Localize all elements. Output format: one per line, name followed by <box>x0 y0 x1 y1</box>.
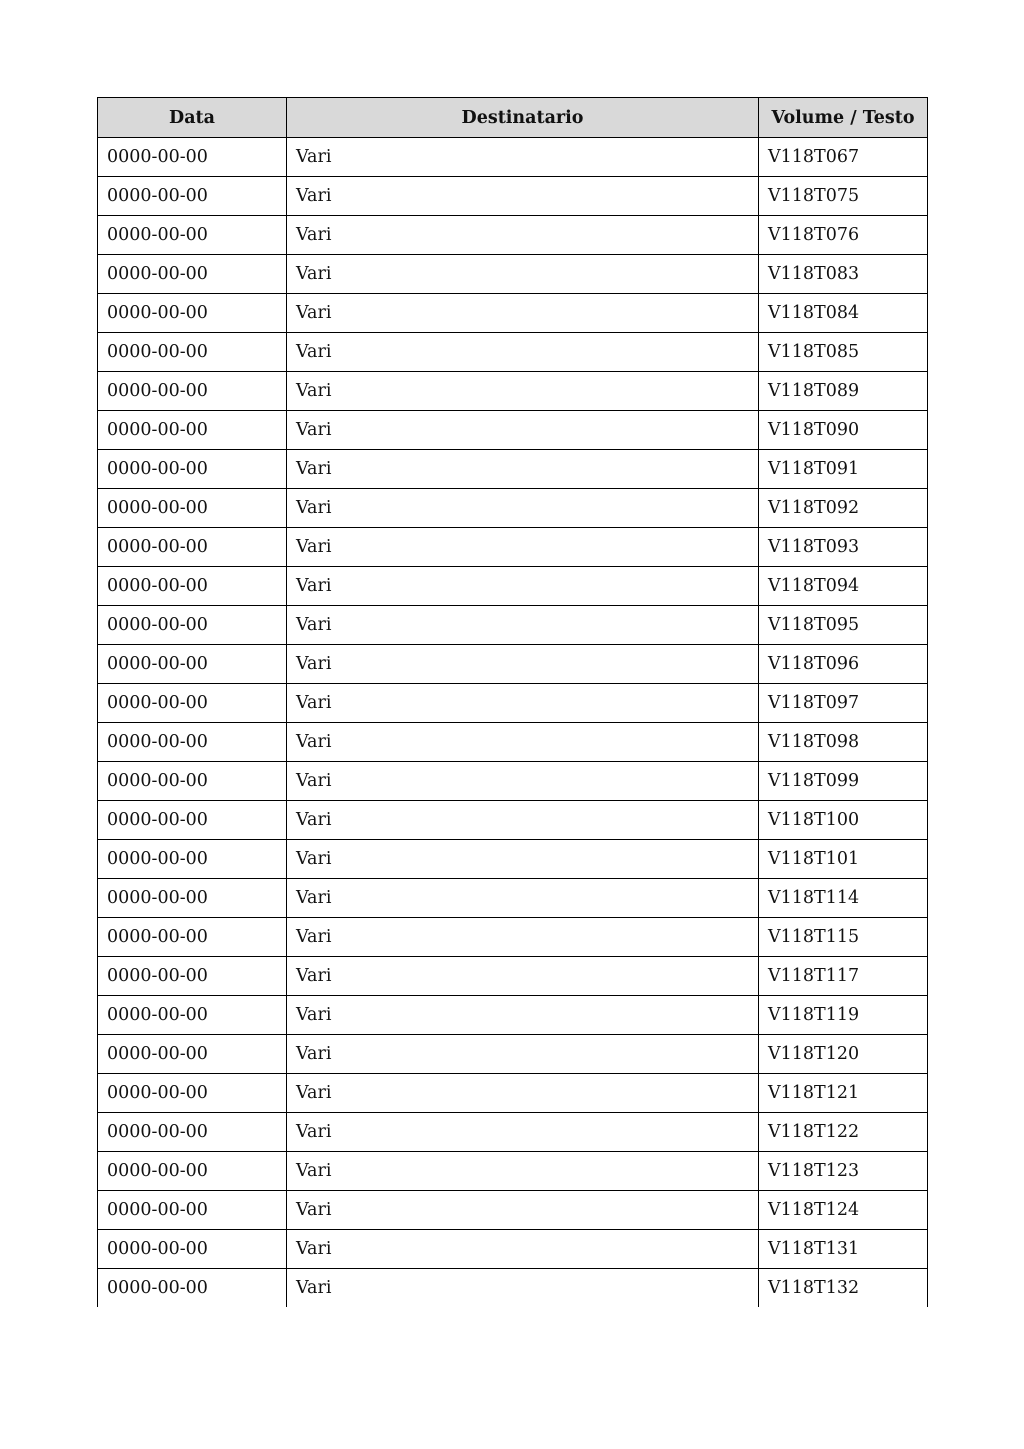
cell-volume-testo: V118T090 <box>759 411 928 450</box>
cell-volume-testo: V118T121 <box>759 1074 928 1113</box>
cell-volume-testo: V118T092 <box>759 489 928 528</box>
table-row <box>98 918 928 957</box>
cell-destinatario: Vari <box>287 1035 759 1074</box>
table-row <box>98 645 928 684</box>
cell-volume-testo: V118T089 <box>759 372 928 411</box>
cell-data: 0000-00-00 <box>98 879 287 918</box>
cell-data: 0000-00-00 <box>98 840 287 879</box>
cell-destinatario: Vari <box>287 567 759 606</box>
cell-destinatario: Vari <box>287 879 759 918</box>
table-row <box>98 528 928 567</box>
table-row <box>98 1152 928 1191</box>
table-row <box>98 762 928 801</box>
cell-volume-testo: V118T095 <box>759 606 928 645</box>
table-row <box>98 684 928 723</box>
cell-data: 0000-00-00 <box>98 606 287 645</box>
cell-volume-testo: V118T114 <box>759 879 928 918</box>
cell-data: 0000-00-00 <box>98 918 287 957</box>
cell-volume-testo: V118T132 <box>759 1269 928 1308</box>
cell-data: 0000-00-00 <box>98 1113 287 1152</box>
table-row <box>98 1074 928 1113</box>
cell-destinatario: Vari <box>287 528 759 567</box>
cell-data: 0000-00-00 <box>98 801 287 840</box>
cell-data: 0000-00-00 <box>98 450 287 489</box>
header-destinatario: Destinatario <box>287 98 759 138</box>
cell-volume-testo: V118T093 <box>759 528 928 567</box>
table-row <box>98 255 928 294</box>
cell-data: 0000-00-00 <box>98 216 287 255</box>
cell-destinatario: Vari <box>287 333 759 372</box>
cell-destinatario: Vari <box>287 450 759 489</box>
cell-volume-testo: V118T096 <box>759 645 928 684</box>
cell-destinatario: Vari <box>287 294 759 333</box>
cell-data: 0000-00-00 <box>98 957 287 996</box>
cell-data: 0000-00-00 <box>98 489 287 528</box>
cell-data: 0000-00-00 <box>98 1230 287 1269</box>
cell-data: 0000-00-00 <box>98 645 287 684</box>
cell-destinatario: Vari <box>287 489 759 528</box>
cell-volume-testo: V118T099 <box>759 762 928 801</box>
cell-data: 0000-00-00 <box>98 762 287 801</box>
table-row <box>98 801 928 840</box>
cell-volume-testo: V118T131 <box>759 1230 928 1269</box>
table-row <box>98 372 928 411</box>
table-row <box>98 138 928 177</box>
cell-data: 0000-00-00 <box>98 1269 287 1308</box>
cell-volume-testo: V118T075 <box>759 177 928 216</box>
table-row <box>98 1113 928 1152</box>
cell-destinatario: Vari <box>287 840 759 879</box>
table-row <box>98 216 928 255</box>
cell-volume-testo: V118T084 <box>759 294 928 333</box>
table-row <box>98 957 928 996</box>
table-row <box>98 489 928 528</box>
cell-volume-testo: V118T091 <box>759 450 928 489</box>
cell-destinatario: Vari <box>287 918 759 957</box>
cell-destinatario: Vari <box>287 996 759 1035</box>
cell-volume-testo: V118T123 <box>759 1152 928 1191</box>
header-data: Data <box>98 98 287 138</box>
cell-destinatario: Vari <box>287 177 759 216</box>
cell-volume-testo: V118T122 <box>759 1113 928 1152</box>
table-row <box>98 840 928 879</box>
cell-data: 0000-00-00 <box>98 1152 287 1191</box>
header-row <box>98 98 928 138</box>
cell-data: 0000-00-00 <box>98 1035 287 1074</box>
cell-destinatario: Vari <box>287 138 759 177</box>
cell-data: 0000-00-00 <box>98 372 287 411</box>
cell-destinatario: Vari <box>287 957 759 996</box>
cell-volume-testo: V118T094 <box>759 567 928 606</box>
cell-destinatario: Vari <box>287 411 759 450</box>
cell-data: 0000-00-00 <box>98 177 287 216</box>
cell-volume-testo: V118T120 <box>759 1035 928 1074</box>
table-row <box>98 567 928 606</box>
table-row <box>98 1269 928 1308</box>
cell-volume-testo: V118T076 <box>759 216 928 255</box>
cell-data: 0000-00-00 <box>98 294 287 333</box>
table-row <box>98 411 928 450</box>
table-row <box>98 333 928 372</box>
table-body <box>98 138 928 1308</box>
table-row <box>98 1191 928 1230</box>
cell-data: 0000-00-00 <box>98 684 287 723</box>
cell-destinatario: Vari <box>287 801 759 840</box>
table-row <box>98 606 928 645</box>
cell-destinatario: Vari <box>287 216 759 255</box>
cell-destinatario: Vari <box>287 684 759 723</box>
header-volume-testo: Volume / Testo <box>759 98 928 138</box>
cell-destinatario: Vari <box>287 723 759 762</box>
cell-volume-testo: V118T067 <box>759 138 928 177</box>
cell-volume-testo: V118T097 <box>759 684 928 723</box>
records-table <box>97 97 928 1307</box>
cell-destinatario: Vari <box>287 645 759 684</box>
table-row <box>98 1230 928 1269</box>
cell-data: 0000-00-00 <box>98 411 287 450</box>
cell-data: 0000-00-00 <box>98 255 287 294</box>
cell-volume-testo: V118T115 <box>759 918 928 957</box>
cell-destinatario: Vari <box>287 255 759 294</box>
table-row <box>98 879 928 918</box>
table-row <box>98 996 928 1035</box>
cell-destinatario: Vari <box>287 1269 759 1308</box>
cell-data: 0000-00-00 <box>98 723 287 762</box>
cell-destinatario: Vari <box>287 372 759 411</box>
cell-destinatario: Vari <box>287 606 759 645</box>
cell-volume-testo: V118T117 <box>759 957 928 996</box>
cell-data: 0000-00-00 <box>98 1074 287 1113</box>
cell-data: 0000-00-00 <box>98 1191 287 1230</box>
table-row <box>98 177 928 216</box>
cell-volume-testo: V118T124 <box>759 1191 928 1230</box>
cell-destinatario: Vari <box>287 1230 759 1269</box>
cell-destinatario: Vari <box>287 1191 759 1230</box>
table-row <box>98 294 928 333</box>
cell-volume-testo: V118T101 <box>759 840 928 879</box>
cell-destinatario: Vari <box>287 762 759 801</box>
cell-volume-testo: V118T119 <box>759 996 928 1035</box>
cell-data: 0000-00-00 <box>98 567 287 606</box>
cell-volume-testo: V118T100 <box>759 801 928 840</box>
table-row <box>98 723 928 762</box>
cell-data: 0000-00-00 <box>98 333 287 372</box>
cell-destinatario: Vari <box>287 1074 759 1113</box>
cell-volume-testo: V118T083 <box>759 255 928 294</box>
table-row <box>98 450 928 489</box>
cell-data: 0000-00-00 <box>98 996 287 1035</box>
cell-destinatario: Vari <box>287 1152 759 1191</box>
table-row <box>98 1035 928 1074</box>
cell-data: 0000-00-00 <box>98 138 287 177</box>
cell-destinatario: Vari <box>287 1113 759 1152</box>
cell-volume-testo: V118T085 <box>759 333 928 372</box>
cell-data: 0000-00-00 <box>98 528 287 567</box>
table-header <box>98 98 928 138</box>
cell-volume-testo: V118T098 <box>759 723 928 762</box>
